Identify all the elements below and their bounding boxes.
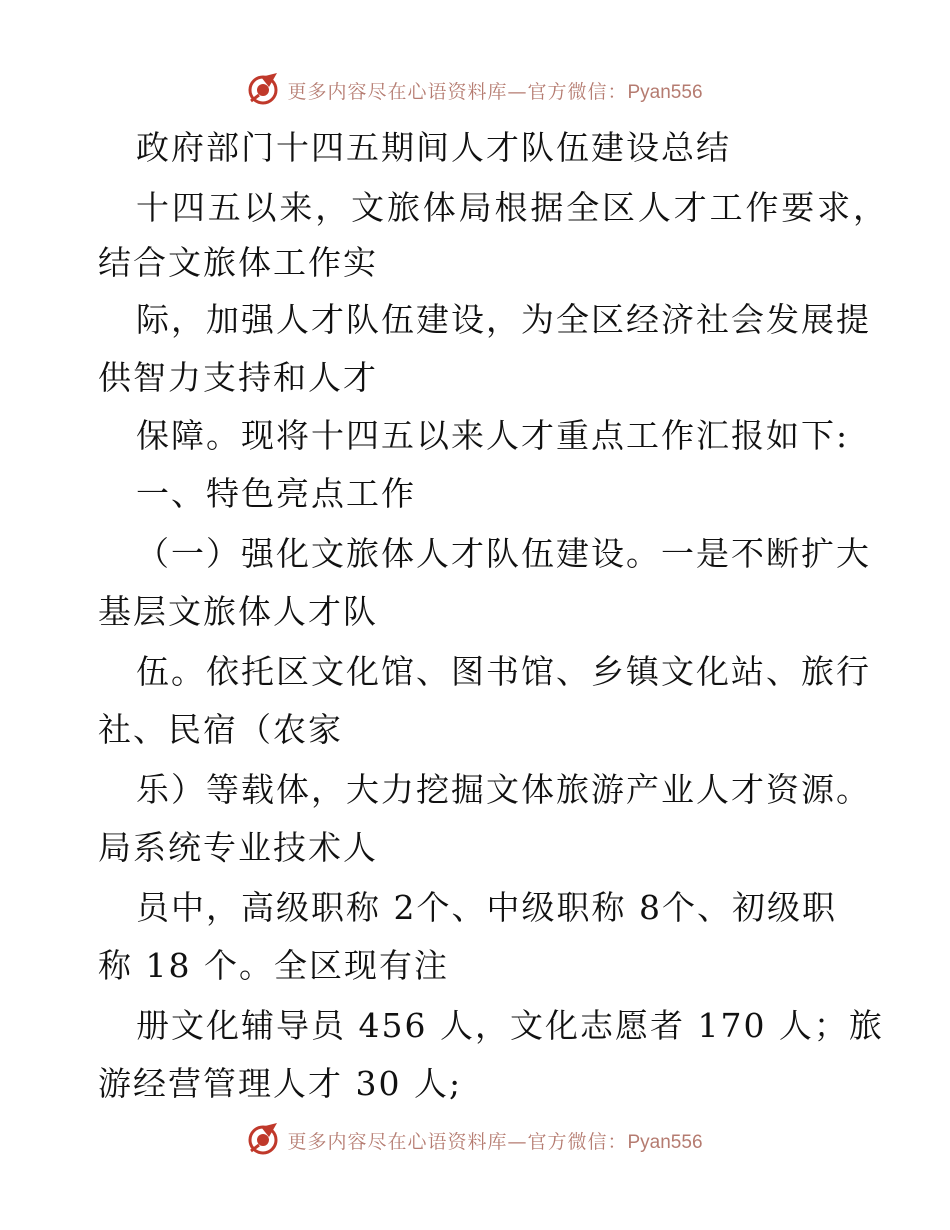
footer-banner-text: [287, 1127, 702, 1154]
paragraph-line: 供智力支持和人才: [98, 358, 378, 397]
brand-logo-icon: [247, 1123, 281, 1157]
paragraph-line: 际，加强人才队伍建设，为全区经济社会发展提: [136, 300, 871, 339]
paragraph-line: 保障。现将十四五以来人才重点工作汇报如下:: [136, 416, 850, 455]
document-title: 政府部门十四五期间人才队伍建设总结: [136, 128, 731, 167]
footer-banner: [0, 1120, 950, 1160]
paragraph-line: 局系统专业技术人: [98, 828, 378, 867]
paragraph-line: （一）强化文旅体人才队伍建设。一是不断扩大: [136, 534, 871, 573]
brand-logo-icon: [247, 73, 281, 107]
paragraph-line: 社、民宿（农家: [98, 710, 343, 749]
paragraph-line: 员中，高级职称 2个、中级职称 8个、初级职: [136, 888, 837, 927]
paragraph-line: 结合文旅体工作实: [98, 243, 378, 282]
footer-wechat-id: Pyan556: [627, 1131, 703, 1153]
paragraph-line: 称 18 个。全区现有注: [98, 946, 449, 985]
header-banner: [0, 70, 950, 110]
paragraph-line: 十四五以来，文旅体局根据全区人才工作要求，: [136, 188, 888, 227]
paragraph-line: 册文化辅导员 456 人，文化志愿者 170 人；旅: [136, 1006, 884, 1045]
paragraph-line: 伍。依托区文化馆、图书馆、乡镇文化站、旅行: [136, 652, 871, 691]
header-banner-label: 更多内容尽在心语资料库—官方微信：: [287, 80, 628, 103]
header-banner-text: [287, 77, 702, 104]
paragraph-line: 乐）等载体，大力挖掘文体旅游产业人才资源。: [136, 770, 871, 809]
paragraph-line: 游经营管理人才 30 人;: [98, 1064, 463, 1103]
header-wechat-id: Pyan556: [627, 81, 703, 103]
paragraph-line: 基层文旅体人才队: [98, 592, 378, 631]
section-heading: 一、特色亮点工作: [136, 474, 416, 513]
footer-banner-label: 更多内容尽在心语资料库—官方微信：: [287, 1130, 628, 1153]
